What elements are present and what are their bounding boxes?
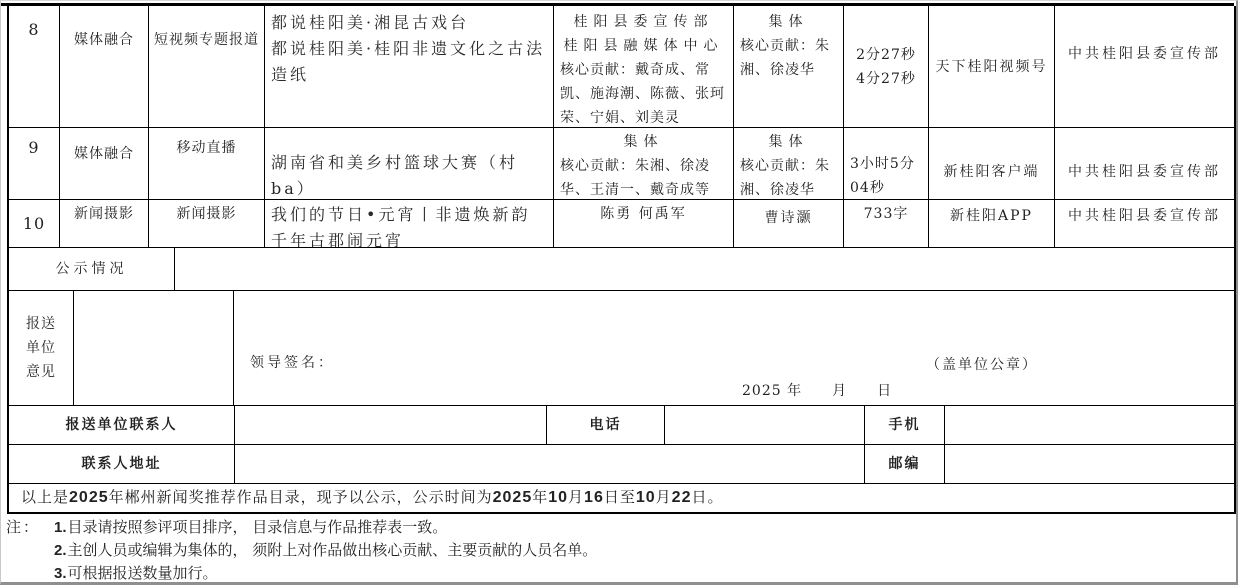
- public-notice-cell: [9, 484, 1234, 512]
- unit-text: 中共桂阳县委宣传部: [1068, 46, 1221, 62]
- entry-row-8: [9, 6, 1234, 128]
- mobile-label-cell: [865, 406, 945, 444]
- phone-label-cell: [547, 406, 665, 444]
- title-cell: [265, 128, 554, 199]
- editor-line: 集体: [768, 134, 809, 150]
- notice-number: 22: [671, 489, 692, 506]
- leader-signature-label: 领导签名：: [250, 355, 335, 371]
- category-text: 媒体融合: [74, 32, 134, 48]
- editor-cell: [734, 6, 844, 127]
- address-label-cell: [9, 445, 235, 483]
- notice-number: 2025: [69, 489, 109, 506]
- author-line: 陈勇 何禹军: [600, 206, 687, 222]
- notice-text: 月: [655, 488, 672, 506]
- opinion-label-line: 意见: [26, 364, 56, 380]
- postcode-value-cell[interactable]: [945, 445, 1234, 483]
- length-line: 4分27秒: [856, 70, 916, 87]
- opinion-label-line: 单位: [26, 340, 56, 356]
- genre-cell: [149, 6, 265, 127]
- category-cell: [60, 128, 149, 199]
- opinion-comment-cell[interactable]: [74, 291, 234, 405]
- serial-cell: [9, 128, 60, 199]
- contact-label-cell: [9, 406, 235, 444]
- opinion-label-cell: [9, 291, 74, 405]
- unit-cell: [1055, 128, 1234, 199]
- author-contributors: 核心贡献：戴奇成、常凯、施海潮、陈薇、张珂荣、宁娟、刘美灵: [560, 62, 725, 126]
- platform-cell: [929, 200, 1055, 247]
- unit-cell: [1055, 200, 1234, 247]
- length-cell: [844, 200, 929, 247]
- category-cell: [60, 6, 149, 127]
- length-line: 3小时5分04秒: [850, 156, 915, 196]
- genre-cell: [149, 128, 265, 199]
- platform-text: 新桂阳客户端: [943, 164, 1040, 180]
- mobile-label: 手机: [888, 417, 921, 433]
- work-title-line: 都说桂阳美·桂阳非遗文化之古法造纸: [271, 39, 546, 84]
- contact-label: 报送单位联系人: [65, 417, 178, 433]
- work-title-line: 千年古郡闹元宵: [271, 231, 405, 247]
- footnotes: [6, 516, 1236, 585]
- category-text: 新闻摄影: [74, 206, 134, 222]
- work-title-line: 我们的节日•元宵丨非遗焕新韵: [271, 205, 531, 224]
- platform-cell: [929, 6, 1055, 127]
- author-cell: [554, 200, 734, 247]
- publicity-label-cell: [9, 248, 175, 290]
- unit-cell: [1055, 6, 1234, 127]
- unit-seal-note: （盖单位公章）: [926, 357, 1038, 373]
- unit-text: 中共桂阳县委宣传部: [1068, 164, 1221, 180]
- contact-row: [9, 406, 1234, 445]
- footnote-number: 3.: [54, 565, 67, 582]
- author-line: 集体: [623, 134, 664, 150]
- address-label: 联系人地址: [81, 456, 162, 472]
- genre-text: 新闻摄影: [176, 206, 237, 222]
- address-row: [9, 445, 1234, 484]
- public-notice-row: [9, 484, 1234, 512]
- address-value-cell[interactable]: [235, 445, 865, 483]
- category-text: 媒体融合: [74, 146, 134, 162]
- genre-cell: [149, 200, 265, 247]
- genre-text: 短视频专题报道: [154, 32, 259, 48]
- serial-number: 10: [22, 213, 46, 233]
- work-title-line: 都说桂阳美·湘昆古戏台: [271, 13, 470, 32]
- notice-number: 16: [584, 489, 604, 506]
- editor-contributors: 核心贡献：朱湘、徐凌华: [740, 38, 830, 78]
- opinion-row: [9, 291, 1234, 406]
- footnote-number: 2.: [54, 542, 67, 559]
- phone-value-cell[interactable]: [665, 406, 865, 444]
- footnote-item: [54, 539, 597, 562]
- postcode-label: 邮编: [888, 456, 921, 472]
- phone-label: 电话: [589, 417, 622, 433]
- opinion-label-line: 报送: [26, 316, 56, 332]
- notice-text: 年: [532, 488, 549, 506]
- serial-cell: [9, 6, 60, 127]
- serial-cell: [9, 200, 60, 247]
- notice-text: 日。: [691, 488, 724, 506]
- serial-number: 9: [28, 138, 40, 157]
- unit-text: 中共桂阳县委宣传部: [1068, 208, 1221, 224]
- length-cell: [844, 6, 929, 127]
- contact-name-cell[interactable]: [235, 406, 547, 444]
- footnotes-label: 注：: [6, 518, 41, 536]
- footnote-number: 1.: [54, 519, 67, 536]
- editor-cell: [734, 200, 844, 247]
- award-catalog-table: [7, 6, 1236, 514]
- author-contributors: 核心贡献：朱湘、徐凌华、王清一、戴奇成等: [560, 158, 710, 198]
- notice-number: 2025: [492, 489, 533, 506]
- entry-row-9: [9, 128, 1234, 200]
- notice-number: 10: [548, 489, 569, 506]
- platform-text: 天下桂阳视频号: [935, 58, 1048, 75]
- notice-number: 10: [635, 489, 656, 506]
- author-line: 桂阳县融媒体中心: [563, 38, 724, 54]
- editor-line: 曹诗灏: [764, 210, 813, 226]
- title-cell: [265, 200, 554, 247]
- notice-text: 日至: [603, 488, 636, 506]
- notice-text: 年郴州新闻奖推荐作品目录，现予以公示，公示时间为: [108, 488, 493, 506]
- signature-date-line: 2025 年 月 日: [742, 383, 893, 399]
- publicity-value-cell[interactable]: [175, 248, 1234, 290]
- entry-row-10: [9, 200, 1234, 248]
- genre-text: 移动直播: [176, 140, 237, 156]
- footnote-text: 主创人员或编辑为集体的， 须附上对作品做出核心贡献、主要贡献的人员名单。: [67, 541, 598, 559]
- footnote-item: [54, 562, 597, 585]
- footnote-item: [54, 516, 597, 539]
- author-cell: [554, 6, 734, 127]
- opinion-signature-cell[interactable]: [234, 291, 1234, 405]
- editor-contributors: 核心贡献：朱湘、徐凌华: [740, 158, 830, 198]
- mobile-value-cell[interactable]: [945, 406, 1234, 444]
- footnotes-list: [54, 516, 597, 585]
- platform-text: 新桂阳APP: [950, 208, 1033, 224]
- footnote-text: 目录请按照参评项目排序， 目录信息与作品推荐表一致。: [67, 518, 448, 536]
- editor-line: 集体: [768, 14, 809, 30]
- publicity-label: 公示情况: [55, 261, 128, 277]
- length-line: 733字: [863, 206, 909, 222]
- title-cell: [265, 6, 554, 127]
- notice-text: 以上是: [21, 488, 70, 506]
- length-cell: [844, 128, 929, 199]
- author-line: 桂阳县委宣传部: [573, 14, 714, 30]
- publicity-row: [9, 248, 1234, 291]
- serial-number: 8: [28, 20, 40, 39]
- footnote-text: 可根据报送数量加行。: [67, 564, 218, 582]
- length-line: 2分27秒: [856, 46, 916, 63]
- work-title-line: 湖南省和美乡村篮球大赛（村ba）: [271, 153, 519, 198]
- platform-cell: [929, 128, 1055, 199]
- editor-cell: [734, 128, 844, 199]
- postcode-label-cell: [865, 445, 945, 483]
- category-cell: [60, 200, 149, 247]
- notice-text: 月: [568, 488, 585, 506]
- author-cell: [554, 128, 734, 199]
